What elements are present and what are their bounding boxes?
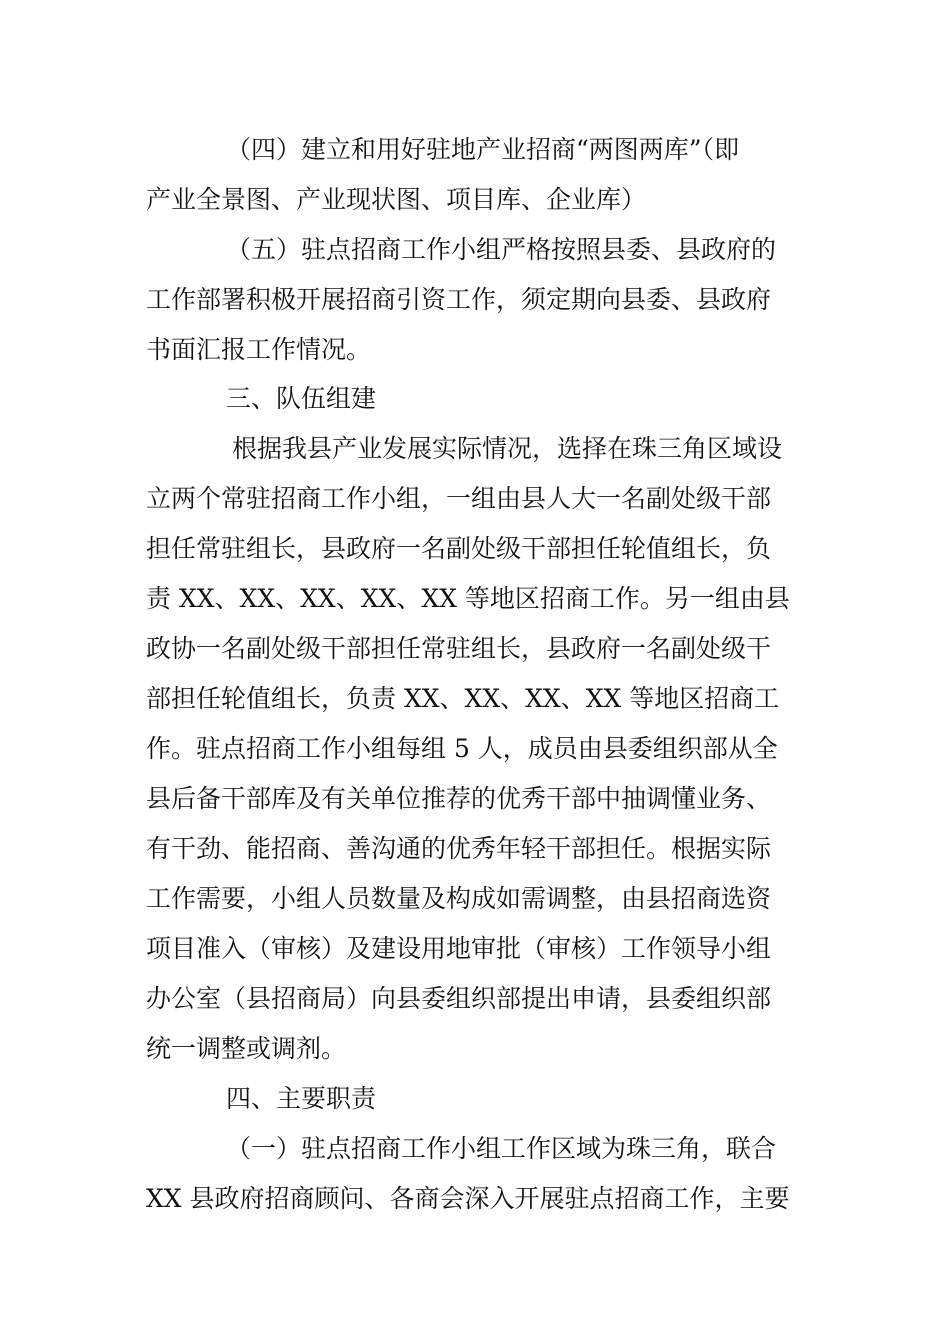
paragraph-line: （五）驻点招商工作小组严格按照县委、县政府的: [226, 235, 777, 264]
paragraph-line: 立两个常驻招商工作小组，一组由县人大一名副处级干部: [146, 484, 772, 513]
paragraph-line: 县后备干部库及有关单位推荐的优秀干部中抽调懂业务、: [146, 784, 772, 813]
paragraph-line: XX 县政府招商顾问、各商会深入开展驻点招商工作，主要: [146, 1184, 790, 1213]
paragraph-line: 项目准入（审核）及建设用地审批（审核）工作领导小组: [146, 934, 772, 963]
section-heading: 三、队伍组建: [226, 384, 377, 413]
paragraph-line: 根据我县产业发展实际情况，选择在珠三角区域设: [232, 434, 783, 463]
paragraph-line: 工作需要，小组人员数量及构成如需调整，由县招商选资: [146, 884, 772, 913]
paragraph-line: 部担任轮值组长，负责 XX、XX、XX、XX 等地区招商工: [146, 684, 780, 713]
paragraph-line: （四）建立和用好驻地产业招商“两图两库”（即: [226, 135, 740, 164]
paragraph-line: 责 XX、XX、XX、XX、XX 等地区招商工作。另一组由县: [146, 584, 790, 613]
paragraph-line: 统一调整或调剂。: [146, 1034, 347, 1063]
paragraph-line: 产业全景图、产业现状图、项目库、企业库）: [146, 185, 647, 214]
paragraph-line: 工作部署积极开展招商引资工作，须定期向县委、县政府: [146, 285, 772, 314]
paragraph-line: 有干劲、能招商、善沟通的优秀年轻干部担任。根据实际: [146, 834, 772, 863]
section-heading: 四、主要职责: [226, 1084, 377, 1113]
paragraph-line: （一）驻点招商工作小组工作区域为珠三角，联合: [226, 1134, 777, 1163]
paragraph-line: 作。驻点招商工作小组每组 5 人，成员由县委组织部从全: [146, 734, 778, 763]
paragraph-line: 担任常驻组长，县政府一名副处级干部担任轮值组长，负: [146, 534, 772, 563]
paragraph-line: 政协一名副处级干部担任常驻组长，县政府一名副处级干: [146, 634, 772, 663]
paragraph-line: 书面汇报工作情况。: [146, 335, 372, 364]
paragraph-line: 办公室（县招商局）向县委组织部提出申请，县委组织部: [146, 984, 772, 1013]
